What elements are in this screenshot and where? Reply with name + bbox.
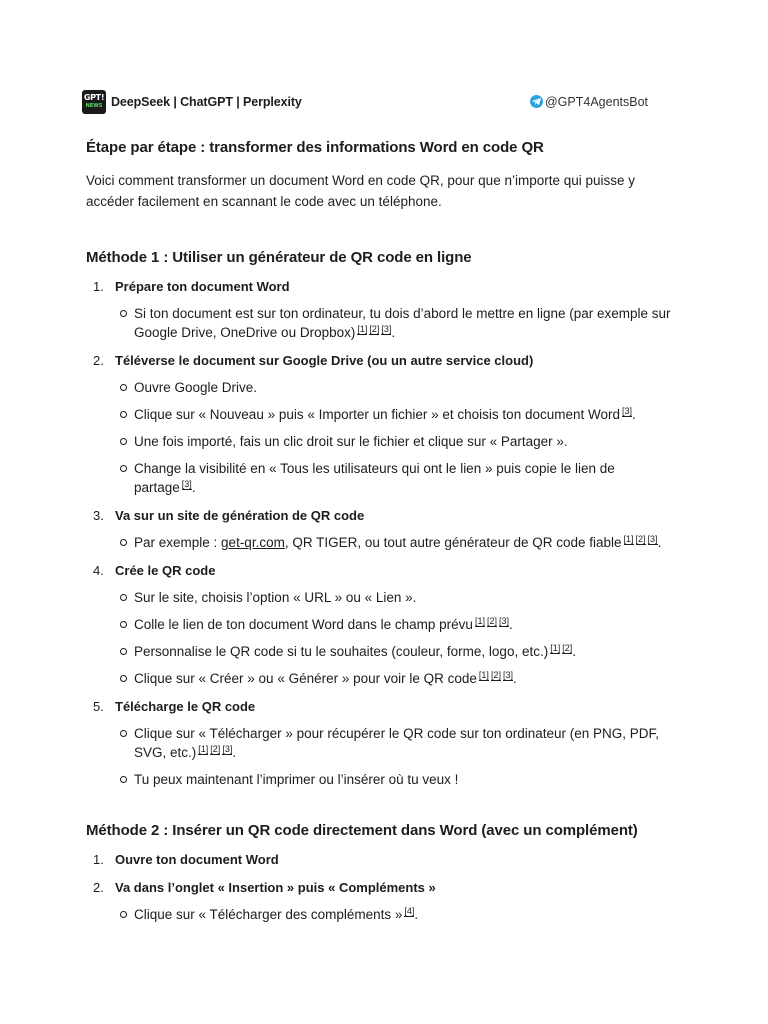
- bullet-end: .: [191, 480, 196, 495]
- bullet-text: Sur le site, choisis l’option « URL » ou « Lien ».: [134, 590, 417, 605]
- bullet-list: [86, 905, 686, 924]
- get-qr-link[interactable]: get-qr.com: [221, 535, 285, 550]
- bullet-end: .: [572, 644, 577, 659]
- list-item: [86, 770, 674, 789]
- method1-heading: Méthode 1 : Utiliser un générateur de QR code en ligne: [86, 249, 472, 266]
- step-number: 4.: [93, 563, 104, 578]
- citation-link[interactable]: [3]: [498, 616, 509, 626]
- step-number: 2.: [93, 880, 104, 895]
- citation-link[interactable]: [3]: [181, 479, 192, 489]
- list-item: [86, 304, 674, 342]
- list-item: [86, 588, 674, 607]
- bullet-text: Si ton document est sur ton ordinateur, tu dois d’abord le mettre en ligne (par exemple sur Google Drive, OneDrive ou Dropbox): [134, 306, 671, 340]
- bullet-list: [86, 533, 686, 552]
- list-item: [86, 642, 674, 661]
- step-title-text: Prépare ton document Word: [115, 279, 290, 294]
- citation-link[interactable]: [3]: [381, 324, 392, 334]
- step-title: [86, 278, 686, 296]
- brand-title: DeepSeek | ChatGPT | Perplexity: [111, 95, 302, 109]
- bullet-text: Change la visibilité en « Tous les utilisateurs qui ont le lien » puis copie le lien de partage: [134, 461, 615, 495]
- citation-link[interactable]: [2]: [490, 670, 501, 680]
- step-title: [86, 352, 686, 370]
- list-item: [86, 698, 686, 789]
- bullet-text: Colle le lien de ton document Word dans le champ prévu: [134, 617, 473, 632]
- method2-steps: [86, 851, 686, 924]
- list-item: [86, 669, 674, 688]
- bullet-text: Clique sur « Créer » ou « Générer » pour voir le QR code: [134, 671, 477, 686]
- list-item: [86, 459, 674, 497]
- list-item: [86, 879, 686, 924]
- bot-handle[interactable]: [530, 95, 648, 109]
- step-title: [86, 851, 686, 869]
- citation-link[interactable]: [1]: [623, 534, 634, 544]
- list-item: [86, 507, 686, 552]
- citation-link[interactable]: [2]: [210, 744, 221, 754]
- citation-link[interactable]: [3]: [622, 406, 633, 416]
- step-title-text: Va sur un site de génération de QR code: [115, 508, 365, 523]
- citation-link[interactable]: [1]: [550, 643, 561, 653]
- bullet-text: Tu peux maintenant l’imprimer ou l’insérer où tu veux !: [134, 772, 459, 787]
- bullet-list: [86, 588, 686, 688]
- step-title-text: Crée le QR code: [115, 563, 216, 578]
- step-title-text: Téléverse le document sur Google Drive (ou un autre service cloud): [115, 353, 534, 368]
- bullet-text: Personnalise le QR code si tu le souhaites (couleur, forme, logo, etc.): [134, 644, 549, 659]
- bullet-end: .: [657, 535, 662, 550]
- step-title-text: Télécharge le QR code: [115, 699, 256, 714]
- bullet-list: [86, 304, 686, 342]
- bullet-text: Clique sur « Télécharger des compléments »: [134, 907, 403, 922]
- telegram-icon: [530, 95, 543, 108]
- step-number: 3.: [93, 508, 104, 523]
- bullet-list: [86, 724, 686, 789]
- step-title: [86, 562, 686, 580]
- step-number: 1.: [93, 279, 104, 294]
- citation-link[interactable]: [3]: [222, 744, 233, 754]
- gpt-news-logo: [82, 90, 106, 114]
- bullet-end: .: [512, 671, 517, 686]
- list-item: [86, 851, 686, 869]
- list-item: [86, 378, 674, 397]
- logo-subtext: NEWS: [85, 103, 103, 109]
- list-item: [86, 432, 674, 451]
- bullet-text: Ouvre Google Drive.: [134, 380, 258, 395]
- page-title: Étape par étape : transformer des informations Word en code QR: [86, 139, 544, 156]
- bullet-text: Par exemple :: [134, 535, 222, 550]
- bullet-end: .: [391, 325, 396, 340]
- step-title-text: Ouvre ton document Word: [115, 852, 279, 867]
- step-number: 1.: [93, 852, 104, 867]
- step-title: [86, 879, 686, 897]
- citation-link[interactable]: [1]: [198, 744, 209, 754]
- bullet-text: Clique sur « Nouveau » puis « Importer un fichier » et choisis ton document Word: [134, 407, 620, 422]
- citation-link[interactable]: [2]: [562, 643, 573, 653]
- step-title-text: Va dans l’onglet « Insertion » puis « Compléments »: [115, 880, 436, 895]
- bullet-end: .: [414, 907, 419, 922]
- method1-steps: [86, 278, 686, 789]
- bullet-text: , QR TIGER, ou tout autre générateur de QR code fiable: [284, 535, 622, 550]
- list-item: [86, 724, 674, 762]
- bullet-text: Clique sur « Télécharger » pour récupérer le QR code sur ton ordinateur (en PNG, PDF, SVG, etc.): [134, 726, 660, 760]
- header: [82, 90, 648, 116]
- document-body: [86, 138, 686, 924]
- bullet-end: .: [632, 407, 636, 422]
- bullet-list: [86, 378, 686, 497]
- step-number: 2.: [93, 353, 104, 368]
- list-item: [86, 278, 686, 342]
- bullet-end: .: [509, 617, 513, 632]
- citation-link[interactable]: [4]: [404, 906, 415, 916]
- list-item: [86, 905, 674, 924]
- logo-text: GPT!: [83, 93, 105, 102]
- method2-heading: Méthode 2 : Insérer un QR code directement dans Word (avec un complément): [86, 822, 638, 839]
- citation-link[interactable]: [3]: [647, 534, 658, 544]
- bot-handle-text: @GPT4AgentsBot: [544, 95, 648, 109]
- citation-link[interactable]: [1]: [474, 616, 485, 626]
- citation-link[interactable]: [3]: [502, 670, 513, 680]
- bullet-text: Une fois importé, fais un clic droit sur le fichier et clique sur « Partager ».: [134, 434, 568, 449]
- step-title: [86, 507, 686, 525]
- bullet-end: .: [232, 745, 237, 760]
- intro-paragraph: Voici comment transformer un document Word en code QR, pour que n’importe qui puisse y accéder facilement en scannant le code avec un téléphone.: [86, 173, 636, 209]
- list-item: [86, 533, 674, 552]
- citation-link[interactable]: [2]: [635, 534, 646, 544]
- step-title: [86, 698, 686, 716]
- citation-link[interactable]: [2]: [369, 324, 380, 334]
- list-item: [86, 615, 674, 634]
- list-item: [86, 352, 686, 497]
- citation-link[interactable]: [1]: [357, 324, 368, 334]
- list-item: [86, 562, 686, 688]
- citation-link[interactable]: [1]: [478, 670, 489, 680]
- step-number: 5.: [93, 699, 104, 714]
- citation-link[interactable]: [2]: [486, 616, 497, 626]
- list-item: [86, 405, 674, 424]
